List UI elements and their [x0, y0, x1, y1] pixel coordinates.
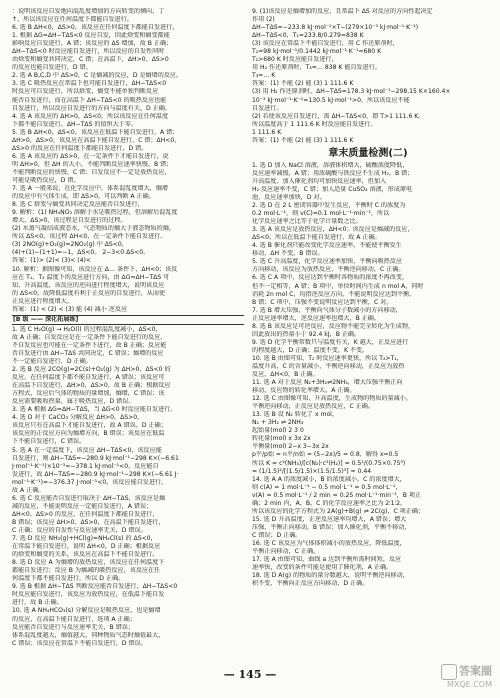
chapter-title: 章末质量检测(二) [328, 147, 408, 159]
text-line: 10⁻³ kJ·mol⁻¹·K⁻¹=130.5 kJ·mol⁻¹>0，所以该反应不能 [252, 96, 410, 104]
text-line: 都能自发进行；反应 B 为熵减的吸热反应，该反应在任 [12, 567, 161, 575]
text-line: 1. 根据 ΔG=ΔH−TΔS<0 反应自发，因此焓变和熵变都能 [12, 32, 170, 40]
text-line: 移动，ΔH 不变，B 错误。 [252, 250, 324, 258]
text-line: 何温度下都不能自发进行，所以 D 正确。 [12, 575, 125, 583]
text-line: 由焓变和熵变共同决定，C 错；在高温下，ΔH>0、ΔS>0 [12, 56, 169, 64]
text-line: (3) 用 H₂ 作还原剂时，ΔH−TΔS=178.3 kJ·mol⁻¹−298.15 K×160.4× [252, 88, 451, 96]
text-line: 8. 选 C 焓变与熵变共同决定反应能否自发进行， [12, 201, 144, 209]
text-line: 反应，在任何温度下都不能自发进行，A 错误；该反应可 [12, 374, 165, 382]
text-line: 积不变，平衡向正反应方向移动，D 正确。 [252, 580, 369, 588]
text-line: ΔH>0，ΔS>0，该反应在高温下能自发进行，C 错；ΔH<0、 [12, 136, 181, 144]
text-line: B 错；C 项中，压强不变说明反应达到平衡，C 对。 [252, 298, 393, 306]
text-line: 的反应，在高温下能自发进行，选项 A 正确； [12, 615, 136, 623]
text-line: 因此放出的热量小于 92.4 kJ，B 正确。 [252, 330, 361, 338]
text-line: 的焓变和熵变的关系，该反应在高温下不能自发进行。 [12, 551, 159, 559]
text-line: 9. 解析：(1) NH₄NO₃ 溶解于水是吸热过程，但溶解后混乱度 [12, 209, 178, 217]
text-line: 压强，平衡正向移动，B 错误；加入催化剂，平衡不移动， [252, 523, 411, 531]
text-line: 正反应速率增大，逆反应速率也增大，B 正确。 [252, 314, 380, 322]
text-line: ：说明该反应自发地向混乱度增加的方向转变的倾向，丁 [12, 8, 165, 15]
text-line: ΔH−TΔS<0 时反应能自发进行，所以反应的自发性同时 [12, 48, 165, 56]
text-line: 升高温度、加入催化剂均可加快反应速率，但加入 [252, 177, 387, 185]
text-line: 能否自发进行，而在高温下 ΔH−TΔS<0 的吸热反应也能 [12, 96, 167, 104]
text-line: ΔH<0、ΔS>0 的反应，在任何温度下都能自发进行， [12, 510, 159, 518]
text-line: 时反应可自发进行，所以焓变、熵变不能单独判断反应 [12, 88, 159, 96]
text-line: (4)+(1)−(1+1)=−1，ΔS<0。 2−3<0 ΔS<0。 [12, 249, 150, 257]
text-line: 的 ΔS<0，故降低温度有利于正反应的自发进行，从而使 [12, 289, 166, 297]
text-line: ΔS>0 的反应在任何温度下都能自发进行，D 错。 [12, 144, 148, 152]
text-line: 作用 (2) [252, 16, 275, 24]
text-line: 的程度越大，D 正确；温度不变，K 不变。 [252, 346, 369, 354]
text-line: 反应能否自发进行与反应速率无关，B 错误； [12, 623, 134, 631]
text-line: 的反应中有气体生成，即 ΔS>0，可以判断 A 正确。 [12, 193, 155, 201]
text-line: 18. 选 D A(g) 的物质的量分数越大，说明平衡逆向移动， [252, 572, 409, 580]
text-line: 1. 选 D 加入 NaCl 溶液，溶液体积增大，硫酸浓度降低， [252, 161, 409, 169]
text-line: 自发进行。 [252, 104, 283, 112]
text-line: = (1/1.5)²/[(1.5/1.5)×(1.5/1.5)³] ≈ 0.44 [252, 467, 372, 475]
text-line: 所以温度高于 1 111.6 K 时反应能自发进行。 [252, 120, 377, 128]
text-line: 的反应也能自发进行，D 错。 [12, 64, 92, 72]
text-line: (3) 该反应在常温下不能自发进行，用 C 作还原剂时， [252, 40, 399, 48]
text-line: C 错误；D 正确。 [252, 531, 302, 539]
text-line: 答案：(1)> (2)< (3)< (4)< [12, 257, 92, 265]
text-line: 所以该反应的化学方程式为 2A(g)+B(g) ⇌ 2C(g)，C 项正确； [252, 507, 425, 515]
text-line: 反应，ΔH<0，B 正确。 [252, 371, 319, 379]
text-line: 在常温下能自发进行，说明 ΔH<0，D 正确；根据反应 [12, 543, 161, 551]
text-line: 起始量(mol) 2 3 0 [252, 427, 304, 435]
text-line: 移动，反应物的转化率增大，A 正确。 [252, 387, 356, 395]
text-line: T₂=98 kJ·mol⁻¹/0.1442 kJ·mol⁻¹·K⁻¹≈680 K [252, 48, 382, 56]
text-line: 6. 选 C A 项中，反应达到平衡时各物质的浓度不再改变， [252, 274, 409, 282]
text-line: T₃=… K [252, 72, 276, 80]
watermark-icon [441, 664, 457, 680]
text-line: 池，反应速率加快，D 对。 [252, 193, 326, 201]
text-line: 平衡量(mol) 2−x 3−3x 2x [252, 443, 329, 451]
text-line: ↑，所以该反应在任何温度下都能自发进行。 [12, 16, 133, 24]
text-line: 发进行，故 ΔH−TΔS=−280.9 kJ·mol⁻¹−298 K×(−6.61 J· [12, 470, 179, 478]
text-line: 5. 选 A 在一定温度下，该反应 ΔH−TΔS<0，该反应能 [12, 446, 162, 454]
text-line: 速率快，改变的条件可能是使用了催化剂，A 正确。 [252, 564, 393, 572]
section-header: [B 级 —— 深化拓展练] [12, 315, 244, 325]
text-line: 4. 选 A 该反应的 ΔH>0，ΔS<0，所以该反应在任何温度 [12, 112, 169, 120]
text-line: T₂>680 K 时反应能自发进行， [252, 56, 338, 64]
left-column [12, 8, 244, 648]
text-line: 答案：(1) < (2) < (3) 能 (4) 减小 逆反应 [12, 305, 128, 313]
text-line: 0.2 mol·L⁻¹，则 v(C)=0.1 mol·L⁻¹·min⁻¹，所以 [252, 210, 390, 218]
text-line: 6. 选 C 反应能否自发进行取决于 ΔH−TΔS，该反应是熵 [12, 494, 166, 502]
text-line: 下都不能自发进行。ΔH−TΔS 的值恒大于零。 [12, 120, 138, 128]
text-line: 9. 选 B 根据 ΔH−TΔS 判断反应能否自发进行，ΔH−TΔS<0 [12, 583, 178, 591]
text-line: 增大，ΔS>0，该过程是自发进行的过程。 [12, 217, 127, 225]
text-line: 但不一定相等，A 错；B 项中，单位时间内生成 n mol A，同时 [252, 282, 424, 290]
text-line: 5. 选 B ΔH<0，ΔS<0，该反应在低温下能自发进行，A 错； [12, 128, 179, 136]
text-line: 3. 选 A 该反应是放热反应，ΔH<0；该反应是熵减的反应， [252, 226, 414, 234]
text-line: 自发进行，所以反应自发进行的方向与温度有关，D 正确。 [12, 104, 171, 112]
text-line: 平衡正向移动，C 正确。 [252, 548, 320, 556]
text-line: 方程式，反应后气体的物质的量增加，熵增，C 错误；该 [12, 390, 165, 398]
text-line: 2. 选 A B,C,D 中 ΔS>0，C 是熵减的反应，D 是熵增的反应。 [12, 72, 183, 80]
text-line: 14. 选 A A 的浓度减小，B 的浓度减小，C 的浓度增大， [252, 475, 406, 483]
text-line: 17. 选 A 由图可知，曲线 a 达到平衡所需时间短，反应 [252, 556, 402, 564]
text-line: 自发进行，则 ΔH−TΔS=−280.9 kJ·mol⁻¹−298 K×(−6.61 [12, 454, 179, 462]
text-line: 该反应只有在高温下才能自发进行，故 A 错误，D 正确； [12, 422, 167, 430]
text-line: 确；2 min 内，A、B、C 的化学反应速率之比为 2∶1∶2， [252, 499, 407, 507]
text-line: 6. 选 B ΔH<0，ΔS>0，该反应在任何温度下都能自发进行， [12, 24, 179, 32]
text-line: 10. 选 B 由图可知，T₂ 时反应速率更快，所以 T₂>T₁， [252, 354, 403, 362]
text-line: 时反应能自发进行，该反应为放热反应，在低温下能自发 [12, 591, 165, 599]
text-line: 9. 选 D 化学平衡常数只与温度有关，K 越大，正反应进行 [252, 338, 409, 346]
text-line: 2. 选 D 在 2 L 密闭容器中发生反应，平衡时 C 的浓度为 [252, 202, 406, 210]
text-line: 反应速率减慢，A 错；用浓硫酸与铁反应不生成 H₂，B 错； [252, 169, 414, 177]
text-line: 3. 选 A 根据 ΔG=ΔH−TΔS，当 ΔG<0 时反应能自发进行。 [12, 406, 177, 414]
text-line: C 正确；反应的自发性与反应速率无关，D 错误。 [12, 527, 147, 534]
text-line: 5. 选 C 升高温度，化学反应速率加快，平衡向吸热反应 [252, 258, 402, 266]
text-line: 则 c(A) = 1 mol·L⁻¹ − 0.5 mol·L⁻¹ = 0.5 mol·L⁻¹， [252, 483, 402, 491]
text-line: 在高温下自发进行，ΔH>0，ΔS>0，故 B 正确；根据反应 [12, 382, 171, 390]
text-line: 7. 选 A 一般来说，在化学反应中，体系混乱度增大，熵增 [12, 185, 168, 193]
text-line: 8. 选 D 反应 A 为熵增的放热反应，该反应在任何温度下 [12, 559, 165, 567]
text-line: 10. 解析：据图像可知，该反应在 Δ… 条件下，ΔH<0；该反 [12, 265, 178, 273]
text-line: ΔS<0，所以在低温下能自发进行，故 A 正确。 [252, 234, 381, 242]
text-line: 1 111.6 K [252, 128, 282, 136]
text-line: 4. 选 B 催化剂只能改变化学反应速率，不能使平衡发生 [252, 242, 402, 250]
text-line: 知，升高温度，该反应的逆向进行程度增大，说明该反应 [12, 281, 165, 289]
text-line: mol⁻¹·K⁻¹)=−376.37 J·mol⁻¹<0，该反应能自发进行， [12, 478, 168, 486]
text-line: 1. 选 C H₂O(g) → H₂O(l) 的过程混乱度减小，ΔS<0， [12, 325, 162, 333]
text-line: 转化量(mol) x 3x 2x [252, 435, 311, 443]
text-line: 体系混乱度越大，熵值越大，同种物质气态时熵值最大， [12, 631, 165, 639]
page-number: — 145 — [223, 668, 277, 681]
text-line: 该反应的正反应方向为熵增方向，B 错误；该反应在低温 [12, 430, 165, 438]
text-line: 化学反应速率之比等于化学计量数之比。 [252, 218, 362, 226]
text-line: 不一定能自发进行，D 正确。 [12, 358, 92, 366]
text-line: 4. 选 D 对于 CaCO₃ 分解反应 ΔH>0，ΔS>0， [12, 414, 144, 422]
text-line: C 错误；该反应在常温下不能自发进行，D 错误。 [12, 639, 147, 647]
text-line: v(A) = 0.5 mol·L⁻¹ / 2 min = 0.25 mol·L⁻¹·min⁻¹，B 项正 [252, 491, 422, 499]
text-line: 12. 选 C 由图像可知，升高温度，生成物的物质的量减小， [252, 395, 412, 403]
text-line: 可能是吸热反应，D 错。 [12, 176, 80, 184]
text-line: 应在 T₁、T₂ 温度下的反应进行方向，由 ΔG=ΔH−TΔS 可 [12, 273, 170, 281]
text-line: 2. 选 B 反应 2CO(g)=2C(s)+O₂(g) 为 ΔH>0、ΔS<0 的 [12, 366, 171, 374]
text-line: 10. 选 A NH₄HCO₃(s) 分解反应是吸热反应，也是熵增 [12, 607, 161, 615]
watermark-logo [424, 664, 492, 694]
watermark-text-url: MXQE.COM [446, 680, 492, 689]
text-line: 7. 选 D 反应 NH₃(g)+HCl(g)=NH₄Cl(s) 的 ΔS<0， [12, 535, 157, 543]
text-line: N₂ + 3H₂ ⇌ 2NH₃ [252, 419, 304, 427]
text-line: 下不能自发进行，C 错误。 [12, 438, 86, 446]
text-line: J·mol⁻¹·K⁻¹)×10⁻³≈−378.1 kJ·mol⁻¹<0，反应能自 [12, 462, 159, 470]
text-line: (3) 2NO(g)+O₂(g)=2NO₂(g) 中 ΔS<0， [12, 241, 128, 249]
text-line: 3. 选 C 吸热反应在常温下也可能自发进行，ΔH−TΔS<0 [12, 80, 167, 88]
text-line: ΔH−TΔS<0，T₁=233.8/0.279≈838 K [252, 32, 364, 40]
text-line: 所以 K = c²(NH₃)/[c(N₂)·c³(H₂)] = 0.5²/(0.75×0.75³) [252, 459, 406, 467]
text-line: p平/p始 = n平/n始 = (5−2x)/5 = 0.8，解得 x=0.5 [252, 451, 399, 459]
text-line: (2) 若使该反应自发进行，需 ΔH−TΔS<0，即 T>1 111.6 K。 [252, 112, 425, 120]
text-line: B 错误；该反应 ΔH>0、ΔS>0，在高温下能自发进行， [12, 518, 165, 526]
watermark-text-cn: 答案圈 [459, 664, 492, 678]
text-line: 正反应进行程度增大。 [12, 297, 73, 305]
text-line: 15. 选 D 升高温度，正逆反应速率均增大，A 错误；增大 [252, 515, 407, 523]
text-line: 故 A 正确；自发反应是在一定条件下能自发进行的反应， [12, 333, 167, 341]
text-line: 明 ΔH>0，但 ΔH 的大小，不能判断反应速率快慢，B 错； [12, 160, 173, 168]
text-line: H₂ 反应速率不变，C 错；加入适量 CuSO₄ 溶液，形成原电 [252, 185, 413, 193]
text-line: 16. 选 C 该反应为气体体积减小的放热反应，降低温度， [252, 540, 406, 547]
text-line: 13. 选 B 设 N₂ 转化了 x mol， [252, 411, 338, 419]
text-line: ΔH−TΔS=−233.8 kJ·mol⁻¹×T−(279×10⁻³ kJ·mol⁻¹·K⁻¹) [252, 24, 419, 32]
text-line: 不能判断反应的快慢，C 错；自发反应不一定是放热反应， [12, 168, 171, 176]
text-line: 用 H₂ 作还原剂时，T₃=… 838 K 能自发进行。 [252, 64, 381, 72]
text-line: 7. 选 B 增大压强，平衡向气体分子数减小的方向移动， [252, 306, 402, 314]
text-line: 影响反应自发进行，A 错；该反应的 ΔS 增加，故 B 正确； [12, 40, 173, 48]
text-line: 温度升高，C 的含量减小，平衡逆向移动，正反应为放热 [252, 362, 405, 370]
text-line: 11. 选 A 对于反应 N₂+3H₂⇌2NH₃，增大压强平衡正向 [252, 379, 403, 387]
text-line: (2) 水蒸气凝结成液态水，气态物质的熵大于液态物质的熵， [12, 225, 175, 233]
text-line: 反应需要吸收热量，属于吸热反应，D 错误。 [12, 398, 135, 406]
text-line: 6. 选 A 该反应的 ΔS>0，在一定条件下才能自发进行，说 [12, 152, 169, 160]
text-line: 消耗 2n mol C，均指逆反应方向，不能说明反应达到平衡， [252, 290, 416, 298]
text-line: 否自发进行由 ΔH−TΔS 共同决定，C 错误；熵增的反应 [12, 349, 164, 357]
text-line: 8. 选 B 该反应是可逆反应，反应物不能完全转化为生成物， [252, 322, 415, 330]
right-column [252, 8, 484, 588]
text-line: 方向移动，该反应为放热反应，平衡逆向移动，C 正确。 [252, 266, 405, 274]
text-line: 故 A 正确。 [12, 486, 45, 494]
text-line: 所以 ΔS<0。该过程 ΔH<0，在一定条件下能自发进行。 [12, 233, 167, 241]
text-line: 进行，故 B 正确。 [12, 599, 63, 607]
text-line: 答案：(1) 不能 (2) 能 (3) 1 111.6 K [252, 136, 354, 144]
text-line: 减的反应，不能说明反应一定能自发进行，A 错误； [12, 502, 153, 510]
text-line: 答案：(1) 不能 (2) 能 (3) 1 111.6 K [252, 80, 354, 88]
text-line: 平衡逆向移动，正反应是放热反应，C 正确。 [252, 403, 374, 411]
text-line: 9. (1)该反应是熵增加的反应，且常温下 ΔS 对反应的方向性起决定 [252, 8, 433, 15]
text-line: 不自发反应也可能在一定条件下进行，故 B 正确；反应能 [12, 341, 167, 349]
